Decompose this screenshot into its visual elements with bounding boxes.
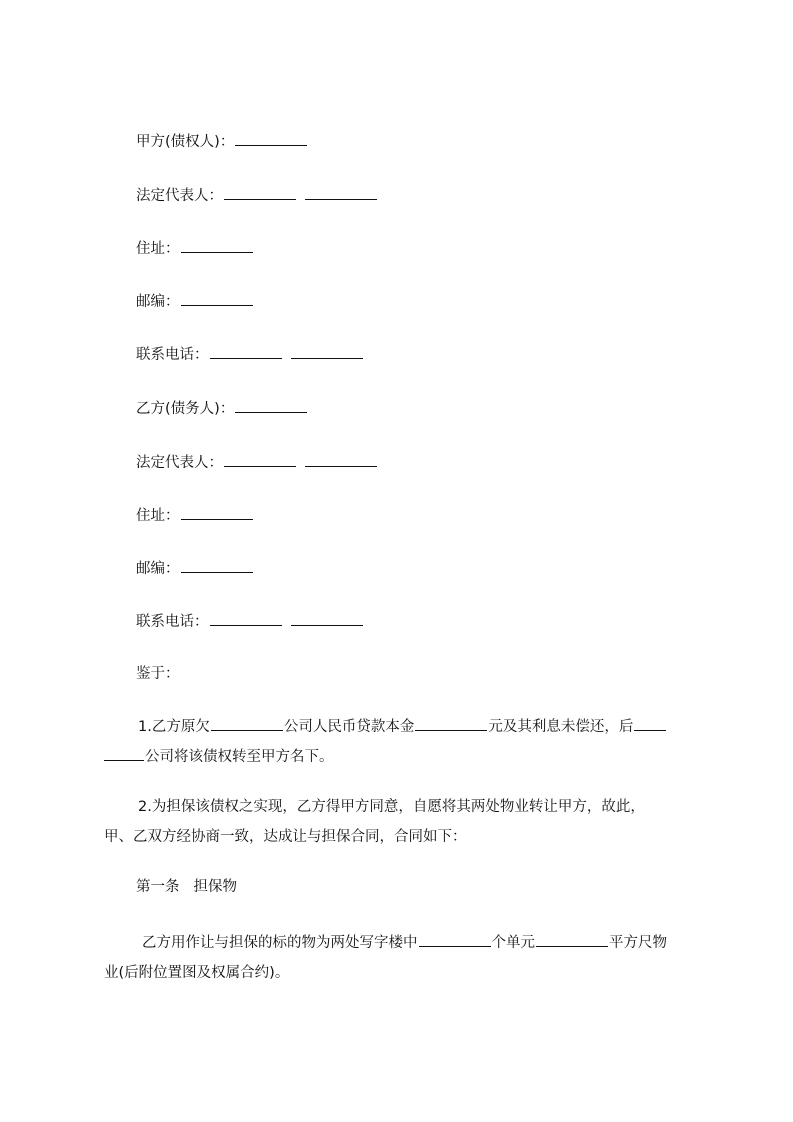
party-a-address-line xyxy=(136,238,254,258)
clause-2-line-1: 为担保该债权之实现，乙方得甲方同意，自愿将其两处物业转让甲方，故此， xyxy=(151,799,645,815)
clause-1 xyxy=(104,712,704,772)
clause-2-number: 2. xyxy=(138,799,152,815)
party-b-zip-blank xyxy=(181,558,253,573)
party-a-rep-blank xyxy=(224,185,296,200)
article-1-blank-units xyxy=(419,932,491,947)
clause-1-text-2: 公司人民币贷款本金 xyxy=(283,719,415,735)
article-1-text-1: 乙方用作让与担保的标的物为两处写字楼中 xyxy=(142,935,418,951)
article-1-text-2: 个单元 xyxy=(491,935,535,951)
clause-1-text-1: 乙方原欠 xyxy=(151,719,210,735)
party-b-rep-line xyxy=(136,452,378,472)
party-a-title-line xyxy=(136,131,308,151)
clause-2 xyxy=(104,792,704,852)
party-b-rep-label: 法定代表人： xyxy=(136,455,223,471)
article-1-text-3: 平方尺物 xyxy=(609,935,667,951)
party-a-phone-blank xyxy=(210,344,282,359)
party-a-zip-label: 邮编： xyxy=(136,294,180,310)
party-a-zip-line xyxy=(136,291,254,311)
party-b-title-line xyxy=(136,398,308,418)
party-b-address-line xyxy=(136,505,254,525)
article-1-body xyxy=(104,928,704,988)
party-b-name-blank xyxy=(235,398,307,413)
article-1-number: 第一条 xyxy=(136,879,180,895)
clause-1-blank-amount xyxy=(415,716,487,731)
article-1-line-2: 业(后附位置图及权属合约)。 xyxy=(104,965,290,981)
clause-2-line-2: 甲、乙双方经协商一致，达成让与担保合同，合同如下： xyxy=(104,829,467,845)
clause-1-number: 1. xyxy=(138,719,152,735)
party-b-rep-blank xyxy=(224,452,296,467)
party-b-title: 乙方(债务人)： xyxy=(136,401,235,417)
party-b-phone-blank-2 xyxy=(291,611,363,626)
party-a-rep-line xyxy=(136,185,378,205)
party-b-zip-label: 邮编： xyxy=(136,561,180,577)
clause-1-text-4: 公司将该债权转至甲方名下。 xyxy=(145,749,334,765)
party-a-rep-blank-2 xyxy=(305,185,377,200)
article-1-blank-area xyxy=(536,932,608,947)
party-a-address-label: 住址： xyxy=(136,241,180,257)
article-1-heading xyxy=(136,877,237,897)
party-a-phone-line xyxy=(136,344,364,364)
party-b-address-blank xyxy=(181,505,253,520)
party-a-phone-blank-2 xyxy=(291,344,363,359)
party-b-rep-blank-2 xyxy=(305,452,377,467)
party-a-name-blank xyxy=(235,131,307,146)
party-a-rep-label: 法定代表人： xyxy=(136,188,223,204)
party-b-address-label: 住址： xyxy=(136,508,180,524)
party-b-zip-line xyxy=(136,558,254,578)
party-b-phone-label: 联系电话： xyxy=(136,614,209,630)
party-a-title: 甲方(债权人)： xyxy=(136,134,235,150)
party-b-phone-line xyxy=(136,611,364,631)
clause-1-blank-transferor-cont xyxy=(104,746,144,761)
party-b-phone-blank xyxy=(210,611,282,626)
clause-1-text-3: 元及其利息未偿还，后 xyxy=(488,719,634,735)
whereas-heading: 鉴于： xyxy=(136,666,180,682)
article-1-title: 担保物 xyxy=(193,879,237,895)
clause-1-blank-company xyxy=(211,716,283,731)
party-a-address-blank xyxy=(181,238,253,253)
party-a-zip-blank xyxy=(181,291,253,306)
party-a-phone-label: 联系电话： xyxy=(136,347,209,363)
clause-1-blank-transferor xyxy=(634,716,666,731)
